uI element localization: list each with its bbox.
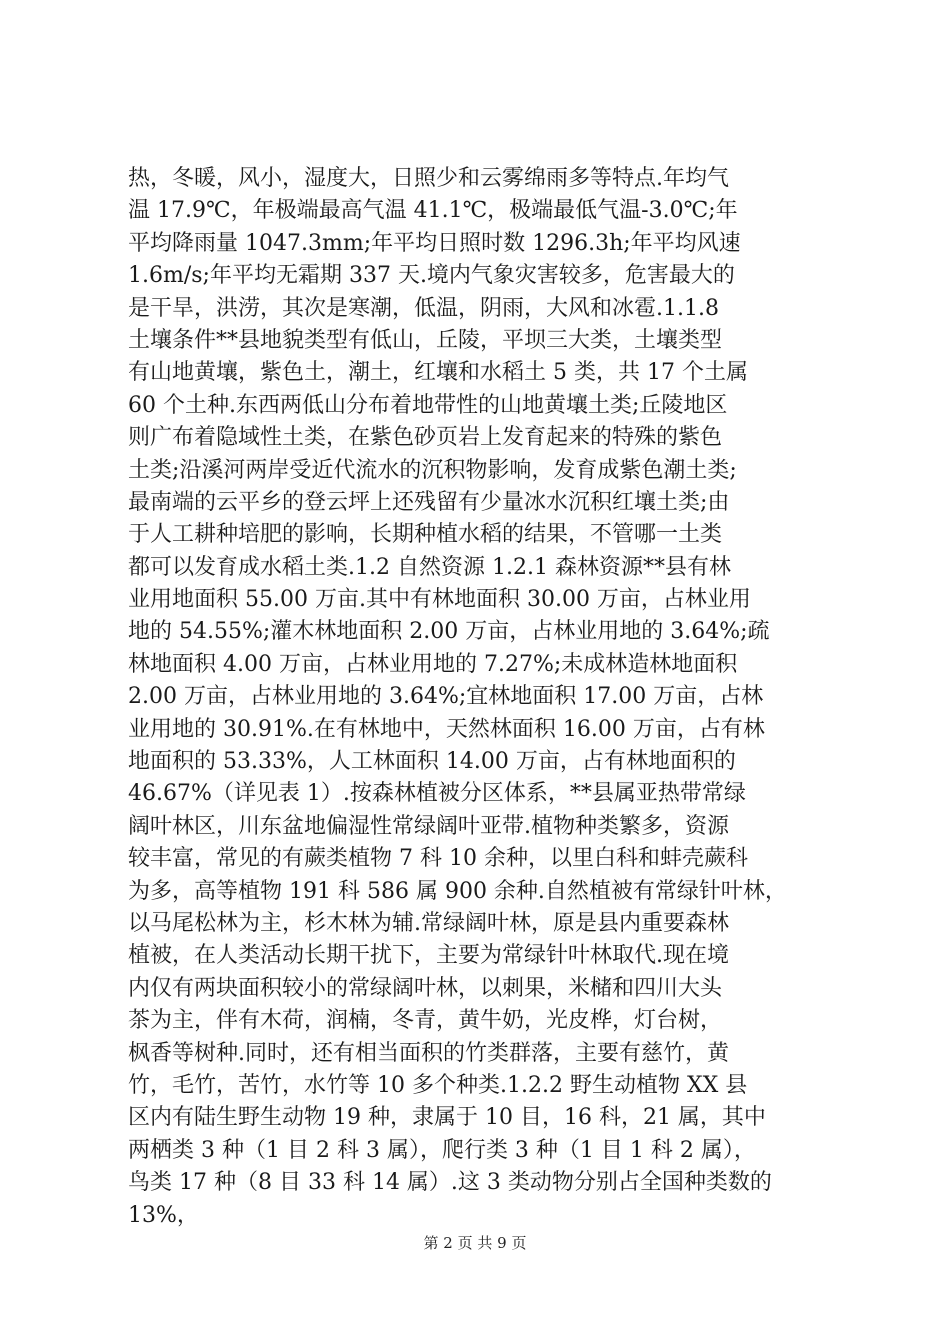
- text-line: 平均降雨量 1047.3mm;年平均日照时数 1296.3h;年平均风速: [128, 230, 741, 256]
- text-line: 竹，毛竹，苦竹，水竹等 10 多个种类.1.2.2 野生动植物 XX 县: [128, 1072, 748, 1098]
- text-line: 13%，: [128, 1202, 199, 1228]
- text-line: 为多，高等植物 191 科 586 属 900 余种.自然植被有常绿针叶林，: [128, 878, 787, 904]
- text-line: 地的 54.55%;灌木林地面积 2.00 万亩，占林业用地的 3.64%;疏: [128, 619, 770, 645]
- text-line: 有山地黄壤，紫色土，潮土，红壤和水稻土 5 类，共 17 个土属: [128, 360, 748, 386]
- text-line: 46.67%（详见表 1）.按森林植被分区体系，**县属亚热带常绿: [128, 781, 746, 807]
- page-footer: 第 2 页 共 9 页: [423, 1234, 527, 1252]
- text-line: 枫香等树种.同时，还有相当面积的竹类群落，主要有慈竹，黄: [128, 1040, 729, 1066]
- text-line: 阔叶林区，川东盆地偏湿性常绿阔叶亚带.植物种类繁多，资源: [128, 813, 729, 839]
- text-line: 地面积的 53.33%，人工林面积 14.00 万亩，占有林地面积的: [128, 749, 736, 775]
- text-line: 业用地的 30.91%.在有林地中，天然林面积 16.00 万亩，占有林: [128, 716, 765, 742]
- text-line: 土壤条件**县地貌类型有低山，丘陵，平坝三大类，土壤类型: [128, 327, 723, 353]
- text-line: 业用地面积 55.00 万亩.其中有林地面积 30.00 万亩，占林业用: [128, 587, 751, 613]
- text-line: 1.6m/s;年平均无霜期 337 天.境内气象灾害较多，危害最大的: [128, 263, 735, 289]
- text-line: 两栖类 3 种（1 目 2 科 3 属），爬行类 3 种（1 目 1 科 2 属），: [128, 1137, 756, 1163]
- text-line: 植被，在人类活动长期干扰下，主要为常绿针叶林取代.现在境: [128, 943, 729, 969]
- text-line: 茶为主，伴有木荷，润楠，冬青，黄牛奶，光皮桦，灯台树，: [128, 1008, 723, 1034]
- text-line: 2.00 万亩，占林业用地的 3.64%;宜林地面积 17.00 万亩，占林: [128, 684, 764, 710]
- text-line: 鸟类 17 种（8 目 33 科 14 属）.这 3 类动物分别占全国种类数的: [128, 1170, 772, 1196]
- text-line: 林地面积 4.00 万亩，占林业用地的 7.27%;未成林造林地面积: [128, 651, 738, 677]
- text-line: 都可以发育成水稻土类.1.2 自然资源 1.2.1 森林资源**县有林: [128, 554, 731, 580]
- text-line: 区内有陆生野生动物 19 种，隶属于 10 目，16 科，21 属，其中: [128, 1105, 766, 1131]
- text-line: 则广布着隐域性土类，在紫色砂页岩上发育起来的特殊的紫色: [128, 425, 723, 451]
- text-line: 温 17.9℃，年极端最高气温 41.1℃，极端最低气温-3.0℃;年: [128, 198, 738, 224]
- text-line: 土类;沿溪河两岸受近代流水的沉积物影响，发育成紫色潮土类;: [128, 457, 737, 483]
- text-line: 以马尾松林为主，杉木林为辅.常绿阔叶林，原是县内重要森林: [128, 910, 729, 936]
- body-text: [128, 163, 848, 1232]
- text-line: 60 个土种.东西两低山分布着地带性的山地黄壤土类;丘陵地区: [128, 392, 728, 418]
- text-line: 内仅有两块面积较小的常绿阔叶林，以刺果，米槠和四川大头: [128, 975, 723, 1001]
- text-line: 热，冬暖，风小，湿度大，日照少和云雾绵雨多等特点.年均气: [128, 166, 729, 191]
- text-line: 是干旱，洪涝，其次是寒潮，低温，阴雨，大风和冰雹.1.1.8: [128, 295, 719, 321]
- text-line: 较丰富，常见的有蕨类植物 7 科 10 余种，以里白科和蚌壳蕨科: [128, 846, 748, 872]
- text-line: 于人工耕种培肥的影响，长期种植水稻的结果，不管哪一土类: [128, 522, 723, 548]
- text-line: 最南端的云平乡的登云坪上还残留有少量冰水沉积红壤土类;由: [128, 489, 730, 515]
